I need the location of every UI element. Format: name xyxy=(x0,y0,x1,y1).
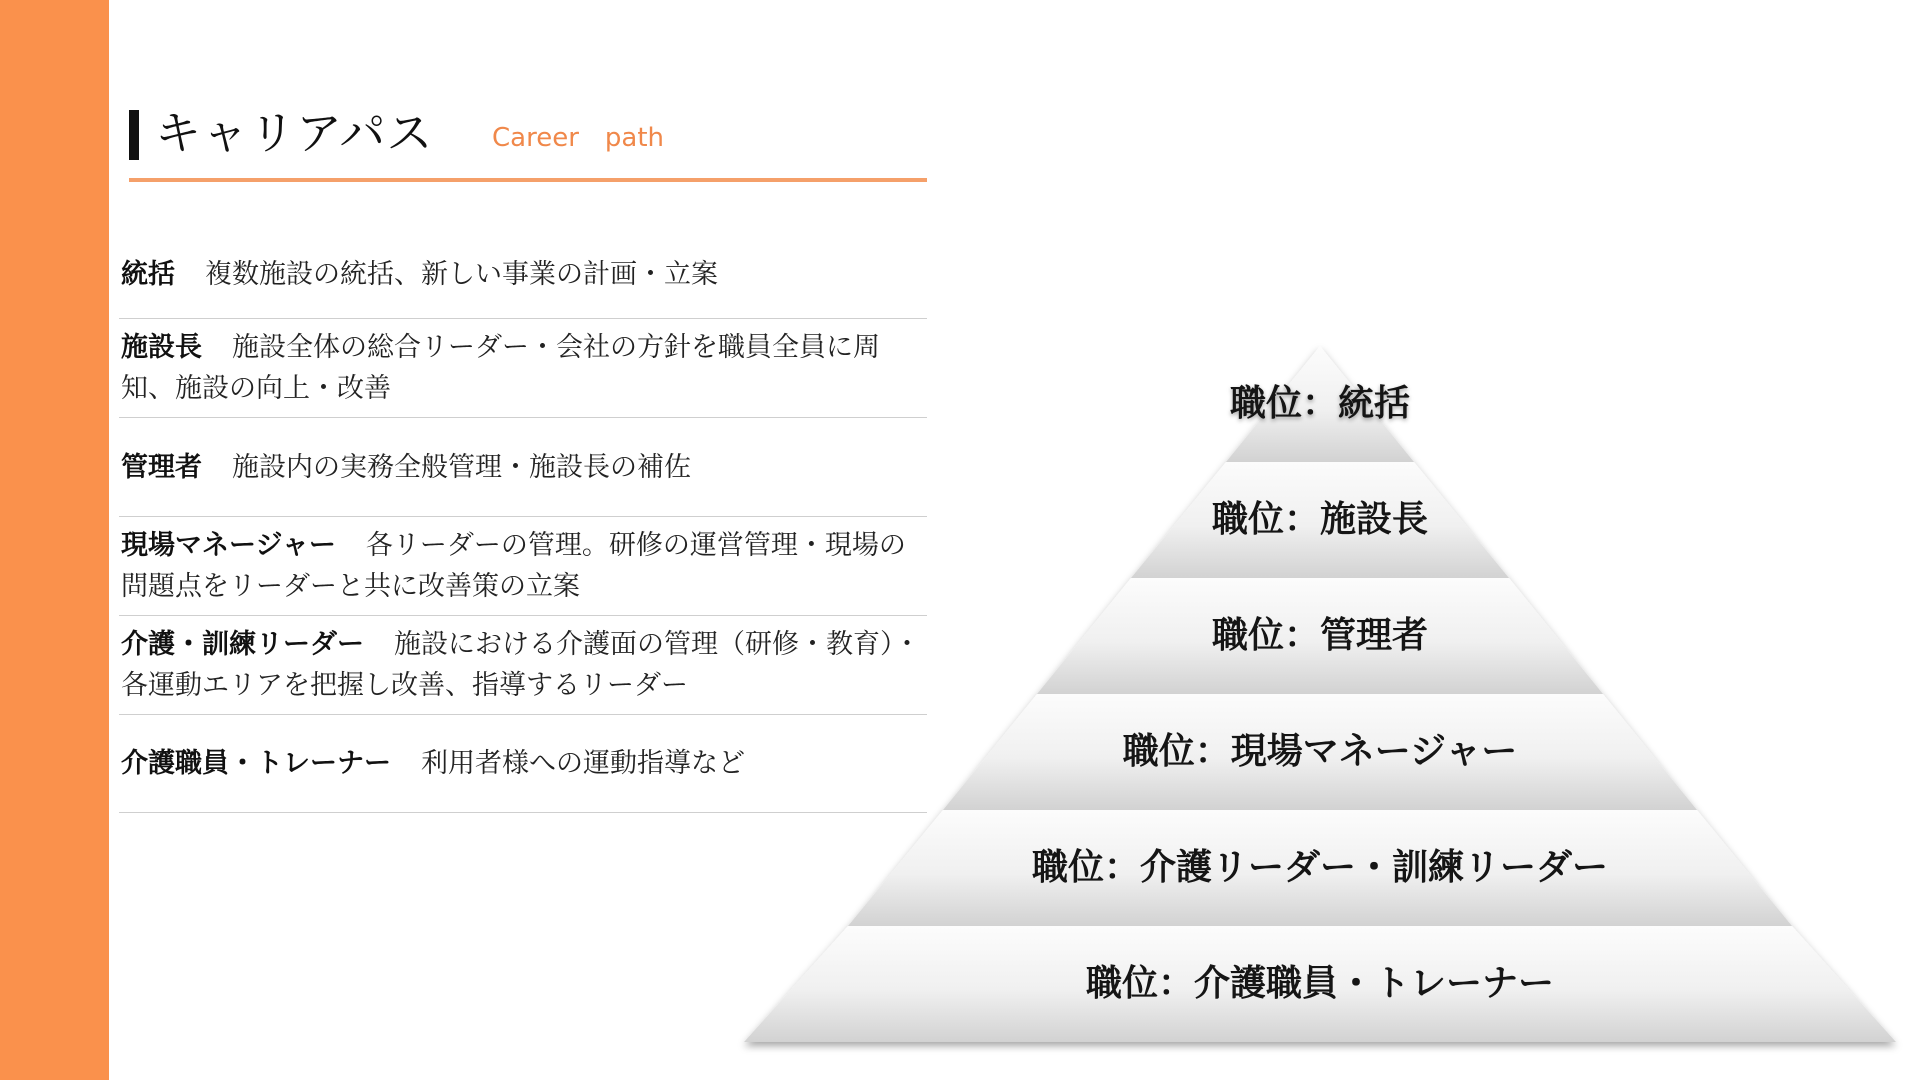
role-name: 介護・訓練リーダー xyxy=(121,629,364,660)
role-description: 複数施設の統括、新しい事業の計画・立案 xyxy=(205,258,718,290)
pyramid-label-4: 職位：現場マネージャー xyxy=(1122,731,1518,772)
role-description: 利用者様への運動指導など xyxy=(421,748,745,779)
role-name: 現場マネージャー xyxy=(121,530,336,561)
role-name: 統括 xyxy=(121,258,175,290)
page-subtitle: Career path xyxy=(492,123,664,153)
role-name: 施設長 xyxy=(121,332,202,363)
role-description: 施設全体の総合リーダー・会社の方針を職員全員に周知、施設の向上・改善 xyxy=(121,332,880,404)
pyramid-label-6: 職位：介護職員・トレーナー xyxy=(1085,963,1555,1004)
pyramid-label-3: 職位：管理者 xyxy=(1211,615,1429,656)
pyramid-label-2: 職位：施設長 xyxy=(1211,499,1429,540)
role-description: 各リーダーの管理。研修の運営管理・現場の問題点をリーダーと共に改善策の立案 xyxy=(121,530,906,602)
pyramid-label-5: 職位：介護リーダー・訓練リーダー xyxy=(1031,847,1609,888)
pyramid-label-1: 職位：統括 xyxy=(1229,383,1411,424)
page-title: キャリアパス xyxy=(155,106,434,160)
role-name: 管理者 xyxy=(121,451,202,483)
role-name: 介護職員・トレーナー xyxy=(121,748,391,779)
role-description: 施設内の実務全般管理・施設長の補佐 xyxy=(232,451,691,483)
role-description: 施設における介護面の管理（研修・教育）・各運動エリアを把握し改善、指導するリーダー xyxy=(121,629,921,701)
